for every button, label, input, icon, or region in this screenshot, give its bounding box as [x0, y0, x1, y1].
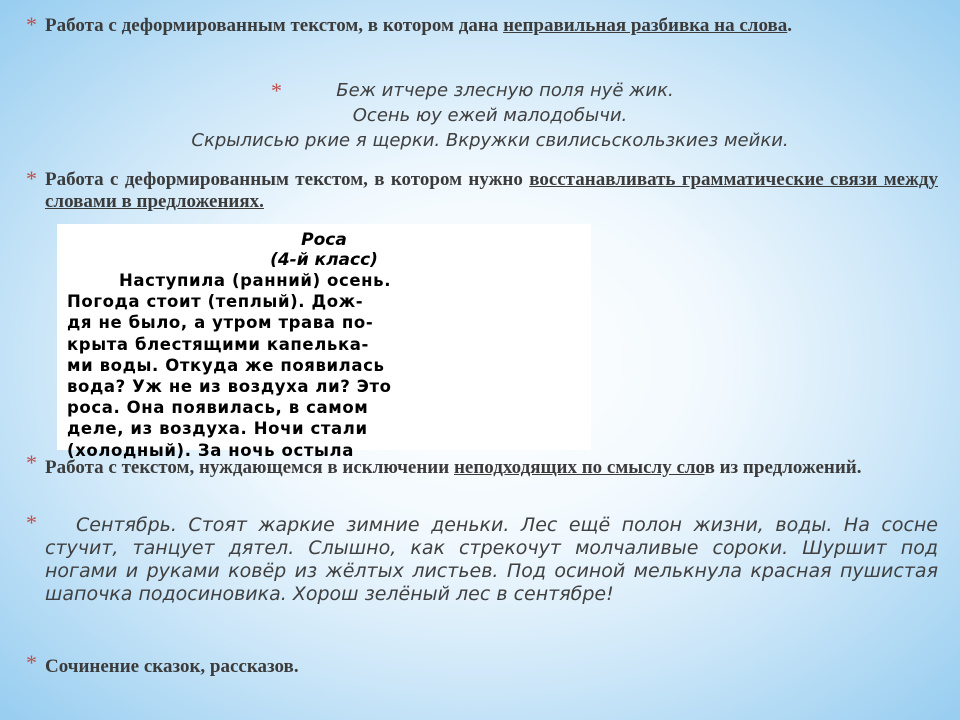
example-line: Беж итчере злесную поля нуё жик.: [336, 80, 674, 101]
example-line: Осень юу ежей малодобычи.: [352, 105, 628, 126]
item-text-end: в из предложений.: [704, 457, 862, 478]
item-underlined-text: неподходящих по смыслу сло: [453, 457, 705, 478]
item-underlined-text: восстанавливать грамматические связи между словами в предложениях.: [45, 169, 938, 212]
item-text: Работа с деформированным текстом, в котором нужно: [45, 169, 530, 190]
example-word-split-text: [90, 78, 890, 153]
bullet-icon: *: [26, 510, 37, 535]
scan-line: (холодный). За ночь остыла: [67, 440, 354, 460]
item-exclude-words: [45, 457, 938, 479]
scan-line: деле, из воздуха. Ночи стали: [67, 419, 368, 439]
example-line: Скрылисью ркие я щерки. Вкружки свилисьскользкиез мейки.: [191, 130, 789, 151]
item-text-end: .: [787, 15, 792, 36]
scan-body: [67, 270, 581, 461]
example-extra-words-text: [45, 514, 938, 606]
item-deformed-word-split: [45, 15, 925, 37]
scan-line: крыта блестящими капелька-: [67, 334, 369, 354]
bullet-icon: *: [26, 166, 37, 191]
item-text: Работа с текстом, нуждающемся в исключении: [45, 457, 454, 478]
scan-line: Погода стоит (теплый). Дож-: [67, 292, 364, 312]
scan-line: дя не было, а утром трава по-: [67, 313, 374, 333]
scan-line: роса. Она появилась, в самом: [67, 398, 369, 418]
bullet-icon: *: [26, 12, 37, 37]
item-text: Сочинение сказок, рассказов.: [45, 656, 299, 677]
bullet-icon: *: [26, 650, 37, 675]
scan-line: ми воды. Откуда же появилась: [67, 355, 385, 375]
scan-line: Наступила (ранний) осень.: [119, 271, 392, 290]
example-paragraph: Сентябрь. Стоят жаркие зимние деньки. Лес ещё полон жизни, воды. На сосне стучит, танцует дятел. Слышно, как стрекочут молчаливые сороки. Шуршит под ногами и руками ковёр из жёлтых листьев. Под осиной мелькнула красная пушистая шапочка подосиновика. Хорош зелёный лес в сентябре!: [45, 514, 938, 605]
item-text: Работа с деформированным текстом, в котором дана: [45, 15, 504, 36]
item-compose-stories: [45, 656, 925, 678]
scan-line: вода? Уж не из воздуха ли? Это: [67, 377, 392, 397]
scan-title: Роса: [301, 230, 347, 250]
item-underlined-text: неправильная разбивка на слова: [503, 15, 788, 36]
item-grammar-links: [45, 169, 938, 213]
bullet-icon: *: [271, 78, 282, 103]
scanned-text-image: [57, 224, 591, 460]
bullet-icon: *: [26, 450, 37, 475]
scan-subtitle: (4-й класс): [270, 250, 378, 270]
